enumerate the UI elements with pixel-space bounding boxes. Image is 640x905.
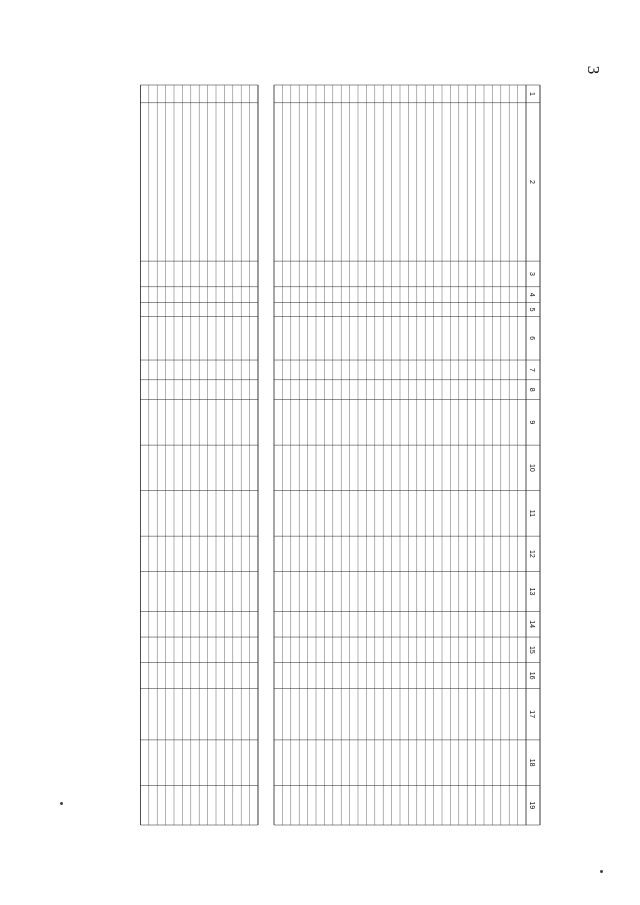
column-number: 13 bbox=[528, 587, 535, 596]
column-number: 10 bbox=[528, 463, 535, 472]
column-number: 6 bbox=[528, 336, 535, 341]
column-number: 4 bbox=[528, 292, 535, 297]
column-number: 12 bbox=[528, 550, 535, 558]
page-number: 3 bbox=[584, 65, 603, 75]
column-number: 11 bbox=[528, 509, 535, 518]
column-number: 5 bbox=[528, 307, 535, 312]
column-number: 18 bbox=[528, 758, 535, 767]
column-number: 2 bbox=[528, 179, 535, 184]
scan-speck bbox=[60, 802, 63, 805]
column-number: 7 bbox=[528, 367, 535, 372]
column-number: 8 bbox=[528, 387, 535, 392]
column-number: 19 bbox=[528, 801, 535, 810]
register-table-rotated bbox=[92, 80, 544, 830]
column-number: 15 bbox=[528, 645, 535, 654]
table-grid bbox=[92, 80, 544, 830]
column-number: 14 bbox=[528, 620, 535, 629]
column-number: 16 bbox=[528, 671, 535, 680]
column-number: 3 bbox=[528, 272, 535, 276]
column-number: 17 bbox=[528, 710, 535, 719]
column-number: 1 bbox=[528, 91, 535, 96]
register-table bbox=[92, 80, 544, 830]
scan-speck bbox=[600, 870, 603, 873]
column-number: 9 bbox=[528, 420, 535, 425]
